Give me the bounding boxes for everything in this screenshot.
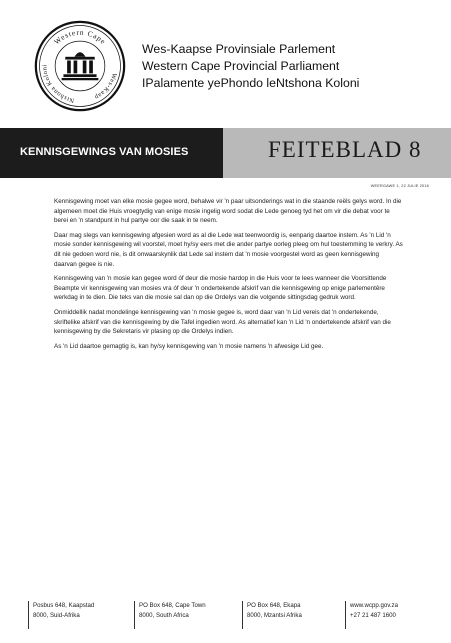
- organisation-name-block: [142, 41, 359, 93]
- footer-line: 8000, Mzantsi Afrika: [247, 612, 302, 619]
- body-text: [54, 197, 403, 356]
- edition-date: WEERGAWE 1, 22 JULIE 2016: [370, 184, 429, 188]
- seal-text-left: Ntshona Koloni: [41, 63, 75, 104]
- paragraph: As 'n Lid daartoe gemagtig is, kan hy/sy kennisgewing van 'n mosie namens 'n afwesige Lid gee.: [54, 342, 324, 350]
- footer-contact: [345, 601, 430, 629]
- paragraph: Kennisgewing moet van elke mosie gegee word, behalwe vir 'n paar uitsonderings wat in die staande reëls gelys word. In die algemeen moet die Huis vroegtydig van enige mosie ingelig word sodat die Lede genoeg tyd het om vir die debat voor te berei en 'n standpunt in hul partye oor die saak in te neem.: [54, 198, 402, 225]
- footer-line: PO Box 648, Ekapa: [247, 602, 301, 609]
- footer-line: PO Box 648, Cape Town: [139, 602, 206, 609]
- footer-address-afrikaans: [28, 601, 128, 629]
- footer-line: 8000, South Africa: [139, 612, 189, 619]
- paragraph: Kennisgewing van 'n mosie kan gegee word óf deur die mosie hardop in die Huis voor te lees wanneer die Voorsittende Beampte vir kennisgewing van mosies vra óf deur 'n ondertekende afskrif van die kennisgewing op enige parlementêre werkdag in te dien. Die teks van die mosie sal dan op die Ordelys van die volgende sittingsdag gedruk word.: [54, 275, 387, 302]
- footer-address-english: [134, 601, 239, 629]
- footer-address-xhosa: [242, 601, 342, 629]
- seal-text-right: Wes-Kaap: [93, 72, 118, 101]
- paragraph: Daar mag slegs van kennisgewing afgesien word as al die Lede wat teenwoordig is, eenparig daartoe instem. As 'n Lid 'n mosie sonder kennisgewing wil voorstel, moet hy/sy eers met die ander partye oorleg pleeg om hul toestemming te verkry. As dit nie gedoen word nie, is dit onwaarskynlik dat Lede sal instem dat 'n mosie voorgestel word as geen kennisgewing daarvan gegee is nie.: [54, 231, 403, 268]
- parliament-seal-logo: [34, 20, 126, 112]
- phone-number: +27 21 487 1600: [350, 612, 396, 619]
- footer-line: 8000, Suid-Afrika: [33, 612, 80, 619]
- org-name-xhosa: IPalamente yePhondo leNtshona Koloni: [142, 76, 360, 91]
- footer-line: Posbus 648, Kaapstad: [33, 602, 95, 609]
- org-name-afrikaans: Wes-Kaapse Provinsiale Parlement: [142, 42, 336, 56]
- fact-sheet-label: FEITEBLAD 8: [268, 137, 422, 162]
- seal-text-top: Western Cape: [52, 27, 109, 47]
- org-name-english: Western Cape Provincial Parliament: [142, 59, 340, 74]
- paragraph: Onmiddellik nadat mondelinge kennisgewing van 'n mosie gegee is, word daar van 'n Lid vereis dat 'n ondertekende, skriftelike afskrif van die kennisgewing by die Tafel ingedien word. As alternatief kan 'n Lid 'n ondertekende afskrif van die kennisgewing by die Sekretaris vir plasing op die Ordelys indien.: [54, 308, 391, 336]
- website-link[interactable]: www.wcpp.gov.za: [350, 602, 398, 609]
- document-title: KENNISGEWINGS VAN MOSIES: [20, 146, 189, 158]
